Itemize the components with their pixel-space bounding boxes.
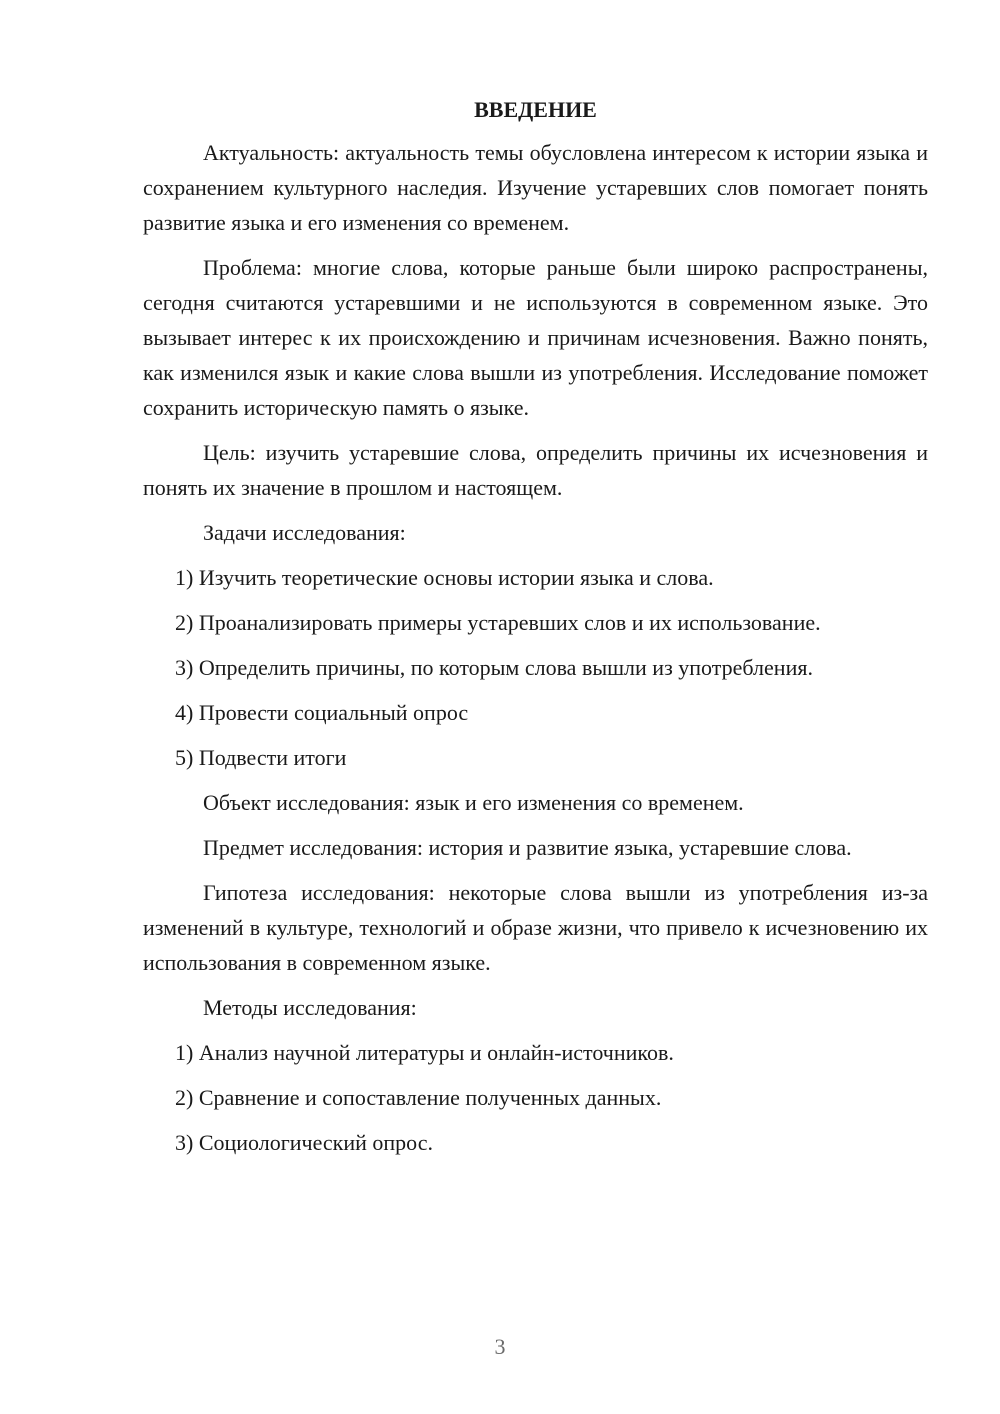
subject-paragraph: Предмет исследования: история и развитие языка, устаревшие слова. bbox=[203, 835, 852, 860]
list-item: 4) Провести социальный опрос bbox=[175, 700, 469, 725]
list-item: 2) Проанализировать примеры устаревших слов и их использование. bbox=[175, 610, 821, 635]
page-heading: ВВЕДЕНИЕ bbox=[474, 97, 597, 122]
tasks-title: Задачи исследования: bbox=[203, 520, 406, 545]
list-item: 3) Социологический опрос. bbox=[175, 1130, 433, 1155]
methods-title: Методы исследования: bbox=[203, 995, 417, 1020]
goal-paragraph: Цель: изучить устаревшие слова, определить причины их исчезновения и понять их значение в прошлом и настоящем. bbox=[143, 440, 928, 500]
methods-list bbox=[143, 1035, 928, 1160]
page-content bbox=[143, 95, 928, 1170]
list-item: 1) Анализ научной литературы и онлайн-источников. bbox=[175, 1040, 674, 1065]
list-item: 3) Определить причины, по которым слова вышли из употребления. bbox=[175, 655, 813, 680]
actuality-paragraph: Актуальность: актуальность темы обусловлена интересом к истории языка и сохранением культурного наследия. Изучение устаревших слов помогает понять развитие языка и его изменения со временем. bbox=[143, 140, 928, 235]
list-item: 1) Изучить теоретические основы истории языка и слова. bbox=[175, 565, 714, 590]
tasks-list bbox=[143, 560, 928, 775]
object-paragraph: Объект исследования: язык и его изменения со временем. bbox=[203, 790, 744, 815]
list-item: 5) Подвести итоги bbox=[175, 745, 347, 770]
list-item: 2) Сравнение и сопоставление полученных данных. bbox=[175, 1085, 662, 1110]
hypothesis-paragraph: Гипотеза исследования: некоторые слова вышли из употребления из-за изменений в культуре, технологий и образе жизни, что привело к исчезновению их использования в современном языке. bbox=[143, 880, 928, 975]
problem-paragraph: Проблема: многие слова, которые раньше были широко распространены, сегодня считаются устаревшими и не используются в современном языке. Это вызывает интерес к их происхождению и причинам исчезновения. Важно понять, как изменился язык и какие слова вышли из употребления. Исследование поможет сохранить историческую память о языке. bbox=[143, 255, 928, 420]
page-number: 3 bbox=[494, 1334, 506, 1359]
